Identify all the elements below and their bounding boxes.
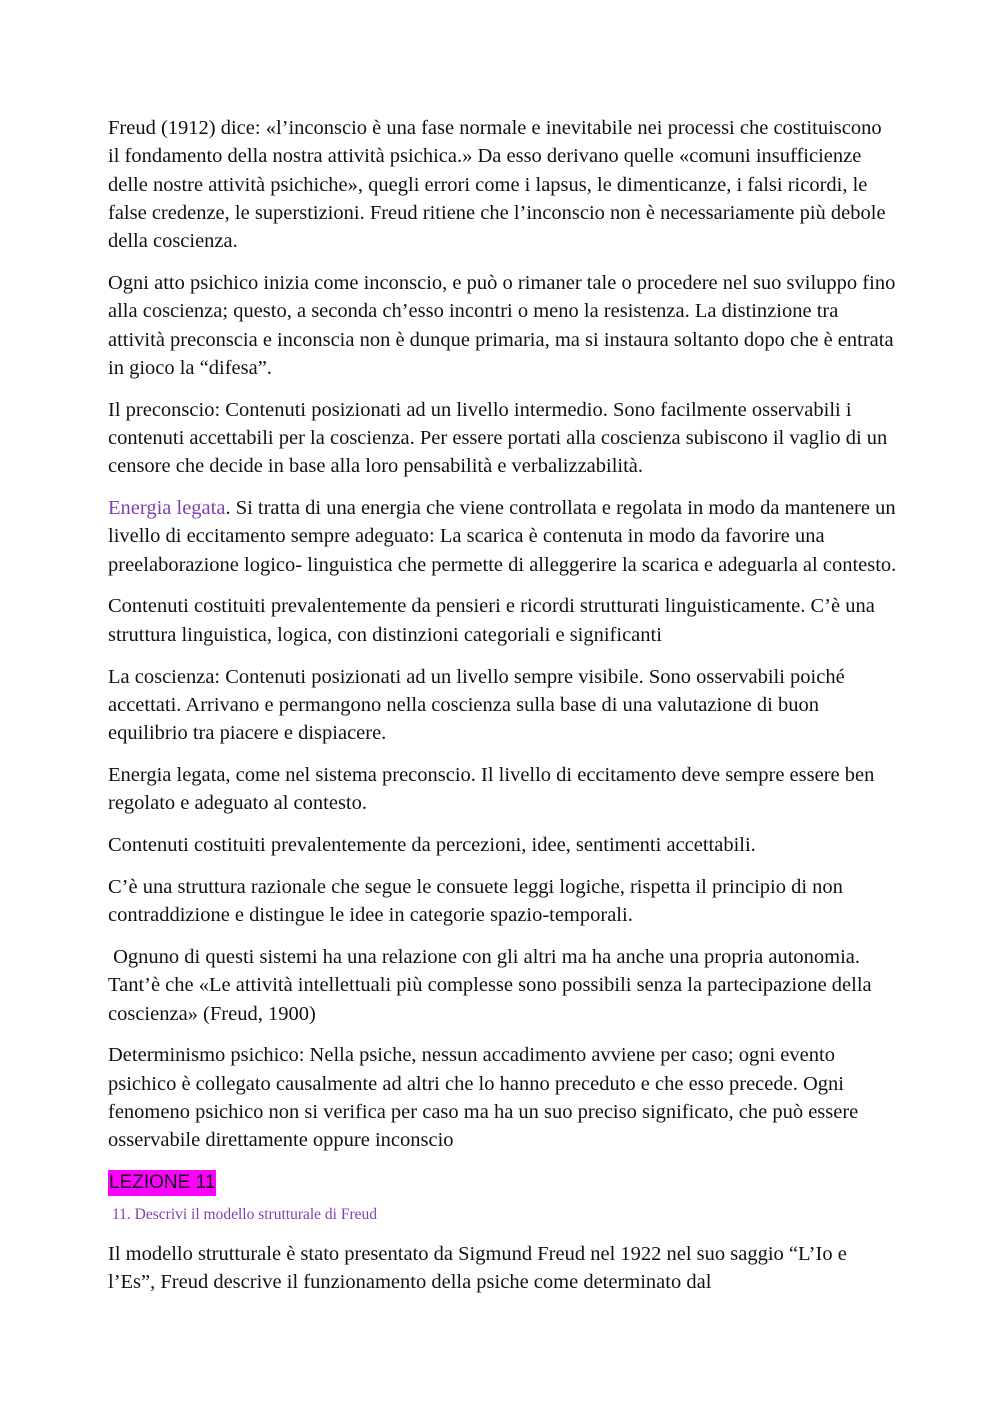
paragraph-contenuti-percezioni: Contenuti costituiti prevalentemente da percezioni, idee, sentimenti accettabili. bbox=[108, 834, 756, 857]
document-page bbox=[108, 114, 901, 1310]
paragraph-preconscio: Il preconscio: Contenuti posizionati ad un livello intermedio. Sono facilmente osservabili i contenuti accettabili per la coscienza. Per essere portati alla coscienza subiscono il vaglio di un censore che decide in base alla loro pensabilità e verbalizzabilità. bbox=[108, 398, 893, 478]
paragraph-determinismo: Determinismo psichico: Nella psiche, nessun accadimento avviene per caso; ogni evento psichico è collegato causalmente ad altri che lo hanno preceduto e che esso precede. Ogni fenomeno psichico non si verifica per caso ma ha un suo preciso significato, che può essere osservabile direttamente oppure inconscio bbox=[108, 1044, 864, 1152]
lesson-block bbox=[108, 1168, 898, 1204]
paragraph-modello-strutturale: Il modello strutturale è stato presentato da Sigmund Freud nel 1922 nel suo saggio “L’Io e l’Es”, Freud descrive il funzionamento della psiche come determinato dal bbox=[108, 1243, 852, 1294]
paragraph-atto-psichico: Ogni atto psichico inizia come inconscio, e può o rimaner tale o procedere nel suo sviluppo fino alla coscienza; questo, a seconda ch’esso incontri o meno la resistenza. La distinzione tra attività preconscia e inconscia non è dunque primaria, ma si instaura soltanto dopo che è entrata in gioco la “difesa”. bbox=[108, 271, 901, 379]
paragraph-energia-coscienza: Energia legata, come nel sistema preconscio. Il livello di eccitamento deve sempre essere ben regolato e adeguato al contesto. bbox=[108, 763, 880, 815]
paragraph-autonomia-sistemi: Ognuno di questi sistemi ha una relazione con gli altri ma ha anche una propria autonomia. Tant’è che «Le attività intellettuali più complesse sono possibili senza la partecipazione della coscienza» (Freud, 1900) bbox=[108, 945, 877, 1025]
paragraph-freud-1912: Freud (1912) dice: «l’inconscio è una fase normale e inevitabile nei processi che costituiscono il fondamento della nostra attività psichica.» Da esso derivano quelle «comuni insufficienze delle nostre attività psichiche», quegli errori come i lapsus, le dimenticanze, i falsi ricordi, le false credenze, le superstizioni. Freud ritiene che l’inconscio non è necessariamente più debole della coscienza. bbox=[108, 117, 891, 253]
paragraph-contenuti-linguistici: Contenuti costituiti prevalentemente da pensieri e ricordi strutturati linguisticamente. C’è una struttura linguistica, logica, con distinzioni categoriali e significanti bbox=[108, 595, 880, 646]
lesson-question: 11. Descrivi il modello strutturale di Freud bbox=[112, 1206, 378, 1223]
paragraph-energia-legata bbox=[108, 494, 901, 579]
paragraph-struttura-razionale: C’è una struttura razionale che segue le consuete leggi logiche, rispetta il principio di non contraddizione e distingue le idee in categorie spazio-temporali. bbox=[108, 875, 849, 927]
paragraph-coscienza: La coscienza: Contenuti posizionati ad un livello sempre visibile. Sono osservabili poiché accettati. Arrivano e permangono nella coscienza sulla base di una valutazione di buon equilibrio tra piacere e dispiacere. bbox=[108, 665, 850, 745]
energia-legata-text: . Si tratta di una energia che viene controllata e regolata in modo da mantenere un livello di eccitamento sempre adeguato: La scarica è contenuta in modo da favorire una preelaborazione logico- linguistica che permette di alleggerire la scarica e adeguarla al contesto. bbox=[108, 497, 901, 576]
energia-legata-highlight: Energia legata bbox=[108, 497, 226, 520]
lesson-heading: LEZIONE 11 bbox=[108, 1170, 216, 1196]
